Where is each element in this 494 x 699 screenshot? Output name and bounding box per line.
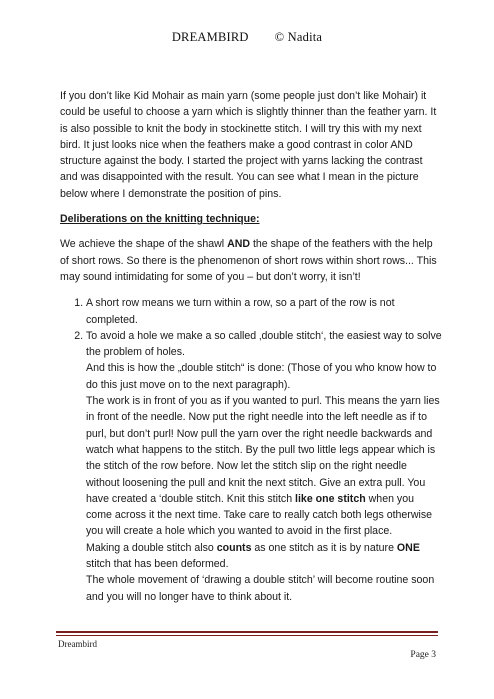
page-number: Page 3 xyxy=(410,650,436,660)
section-intro-paragraph: We achieve the shape of the shawl AND the shape of the feathers with the help of short rows. So there is the phenomenon of short rows within short rows... This may sound intimidating for some of you – but don’t worry, it isn’t! xyxy=(60,238,437,283)
intro-paragraph: If you don’t like Kid Mohair as main yarn (some people just don’t like Mohair) it could be useful to choose a yarn which is slightly thinner than the feather yarn. It is also possible to knit the body in stockinette stitch. I will try this with my next bird. It just looks nice when the feathers make a good contrast in color AND structure against the body. I started the project with yarns lacking the contrast and was disappointed with the result. You can see what I mean in the picture below where I demonstrate the position of pins. xyxy=(60,90,437,200)
author-credit: © Nadita xyxy=(274,30,323,44)
document-title: DREAMBIRD xyxy=(171,30,249,44)
footer-title: Dreambird xyxy=(58,639,97,649)
double-stitch-instructions: The work is in front of you as if you wanted to purl. This means the yarn lies in front of the needle. Now put the right needle into the left needle as if to purl, but don’t purl! Now pull the yarn over the right needle backwards and watch what happens to the stitch. By the pull two little legs appear which is the stitch of the row before. Now let the stitch slip on the right needle without loosening the pull and knit the next stitch. Give an extra pull. You have created a ‘double stitch. Knit this stitch like one stitch when you come across it the next time. Take care to really catch both legs otherwise you will create a hole which you wanted to avoid in the first place. xyxy=(86,395,440,538)
list-item: 2. To avoid a hole we make a so called ‚double stitch‘, the easiest way to solve the problem of holes. And this is how the „double stitch“ is done: (Those of you who know how to do this just move on to the next paragraph). The work is in front of you as if you wanted to purl. This means the yarn lies in front of the needle. Now put the right needle into the left needle as if to purl, but don’t purl! Now pull the yarn over the right needle backwards and watch what happens to the stitch. By the pull two little legs appear which is the stitch of the row before. Now let the stitch slip on the right needle without loosening the pull and knit the next stitch. Give an extra pull. You have created a ‘double stitch. Knit this stitch like one stitch when you come across it the next time. Take care to really catch both legs otherwise you will create a hole which you wanted to avoid in the first place. Making a double stitch also counts as one stitch as it is by nature ONE stitch that has been deformed. The whole movement of ‘drawing a double stitch’ will become routine soon and you will no longer have to think about it. xyxy=(86,328,442,605)
section-heading: Deliberations on the knitting technique: xyxy=(60,213,260,226)
footer-divider xyxy=(56,631,438,633)
page-body xyxy=(60,88,442,605)
page-header xyxy=(0,30,494,45)
footer-divider-thin xyxy=(56,635,438,636)
technique-list xyxy=(60,295,442,605)
emphasis-and: AND xyxy=(227,238,251,251)
list-item: 1. A short row means we turn within a row, so a part of the row is not completed. xyxy=(86,295,442,328)
